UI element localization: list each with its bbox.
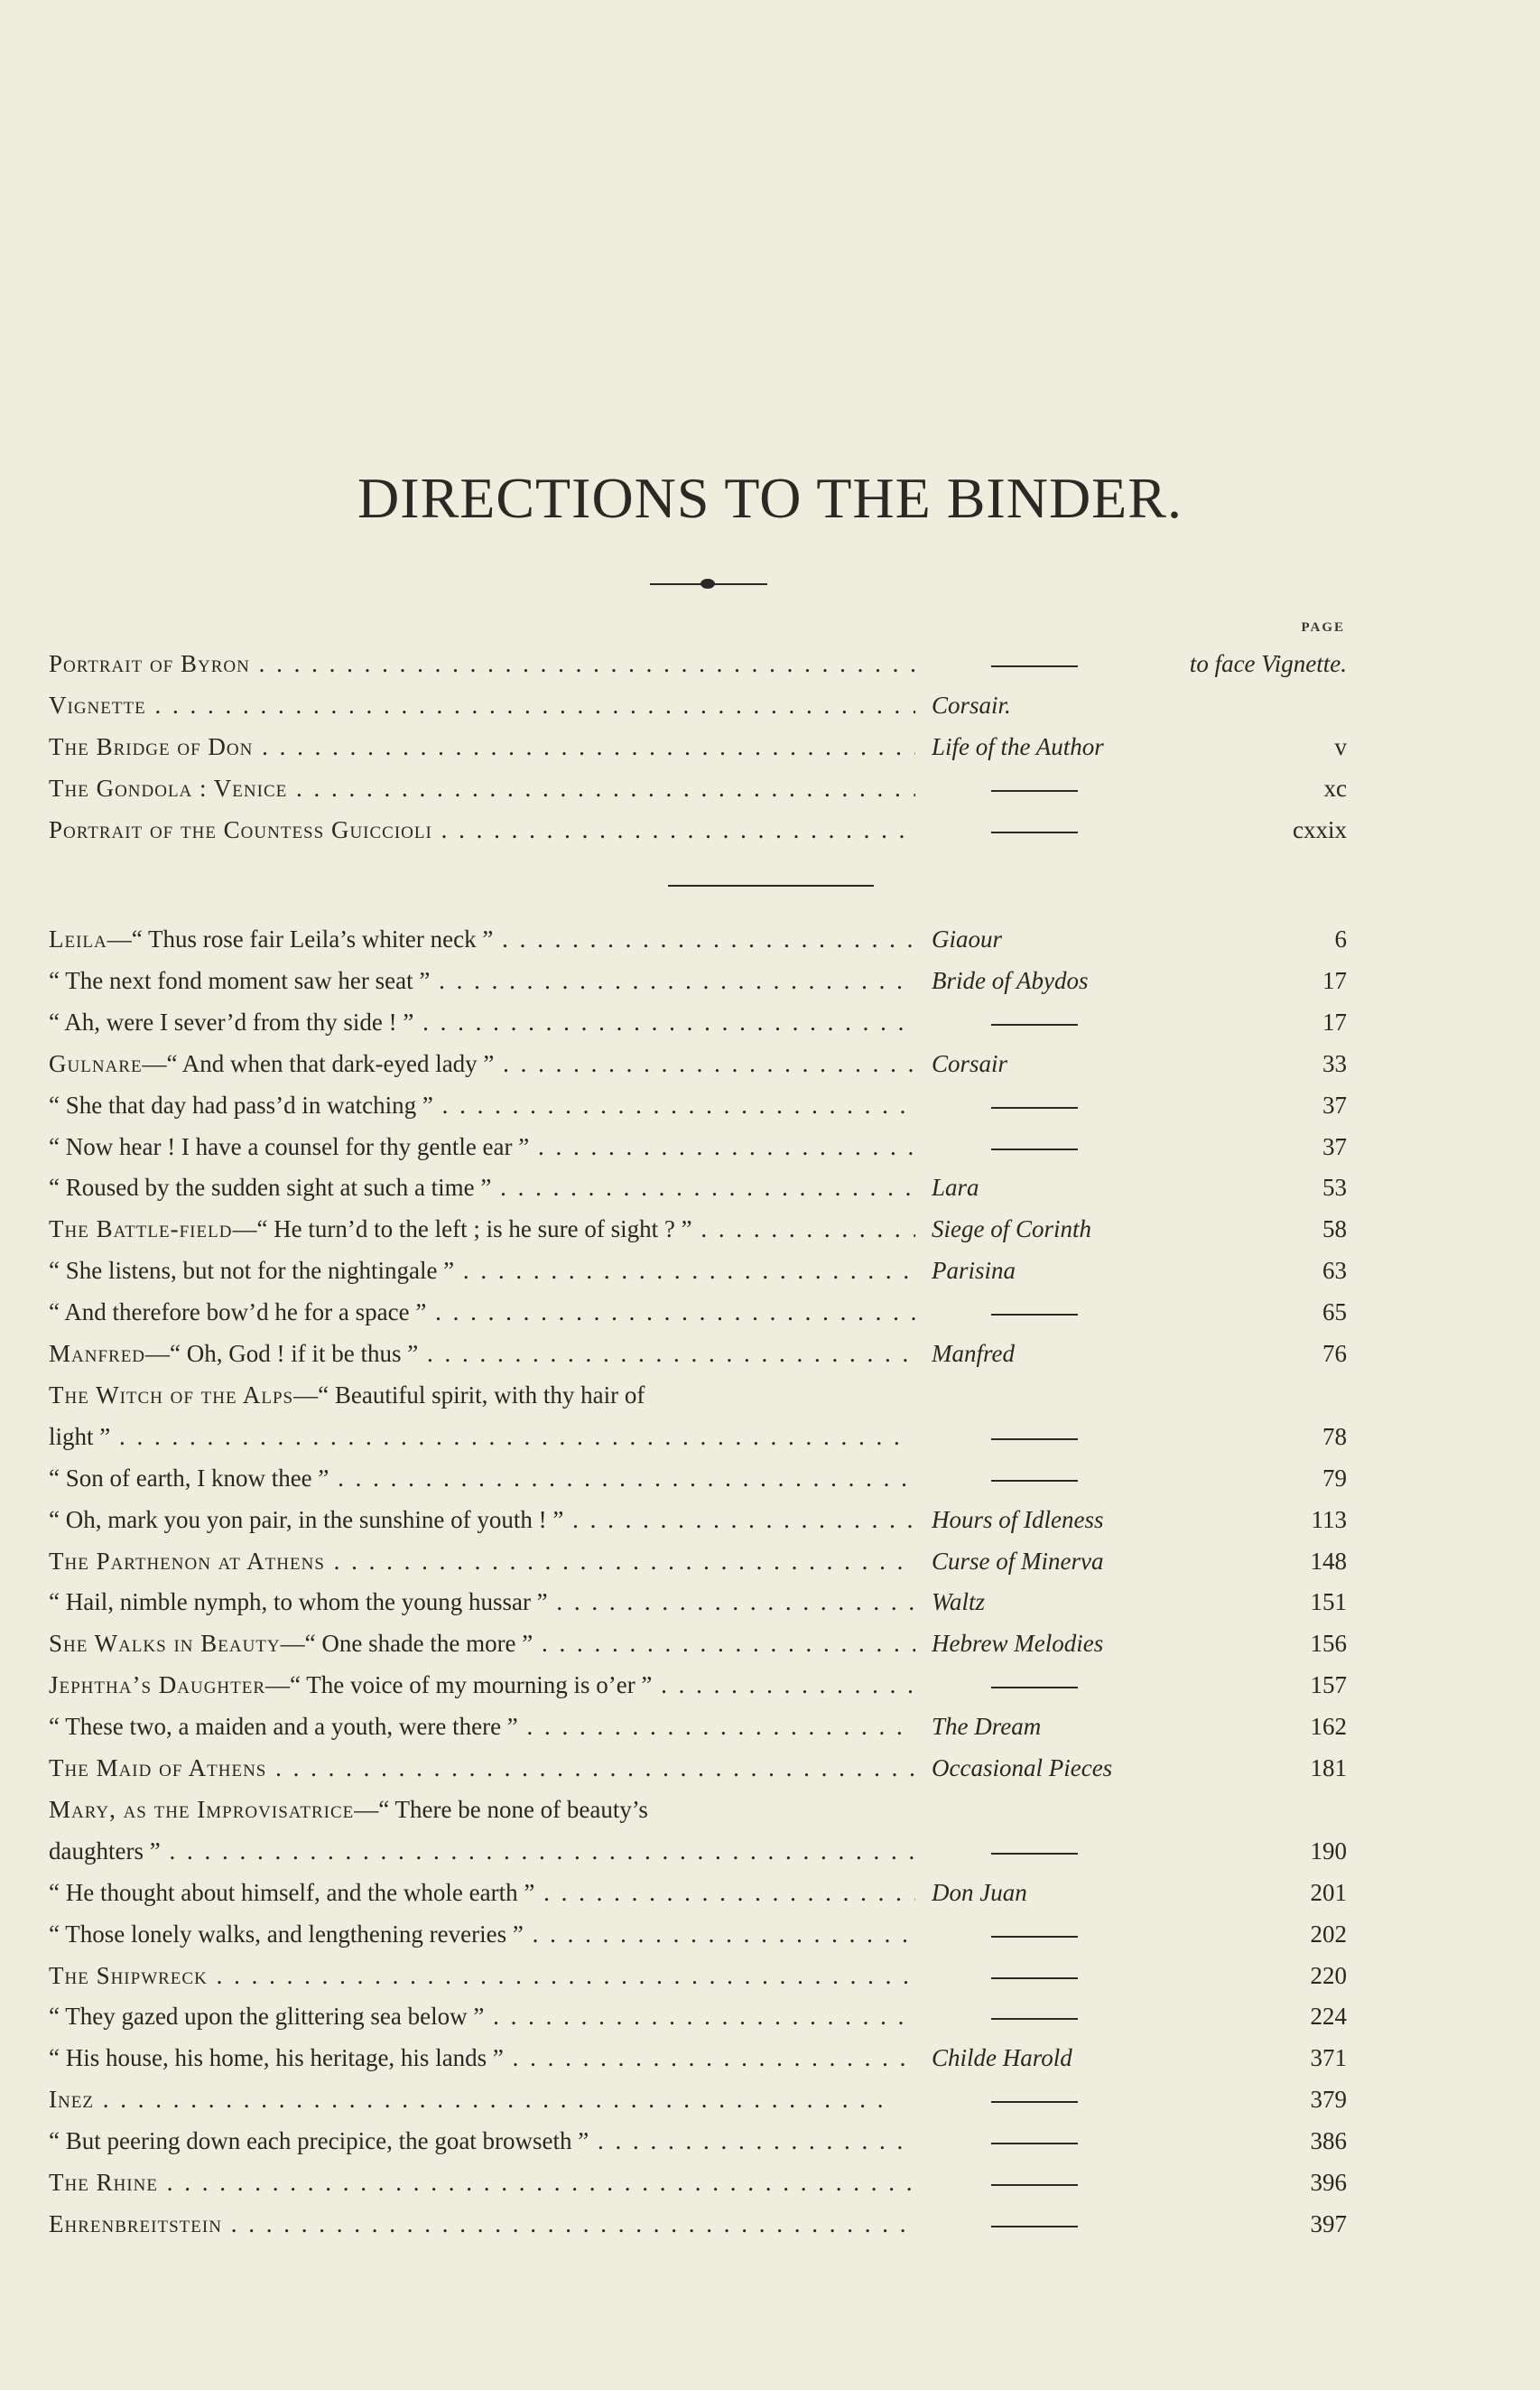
list-item [0,1879,1540,1920]
entry-caption: “ The next fond moment saw her seat ” [49,966,431,994]
page-number: xc [1323,775,1347,802]
entry-title [49,2169,915,2197]
page-number: 386 [1310,2127,1347,2155]
entry-caption: —“ Thus rose fair Leila’s whiter neck ” [107,925,494,953]
list-item [0,1962,1540,2004]
entry-title [49,650,915,678]
page-title: DIRECTIONS TO THE BINDER. [357,466,1183,530]
list-item [0,1423,1540,1465]
poem-name: The Dream [932,1713,1042,1741]
page-number: 162 [1310,1713,1347,1741]
list-item [0,650,1540,692]
page-number: 148 [1310,1547,1347,1575]
list-item [0,967,1540,1009]
page-number: 65 [1322,1298,1347,1326]
poem-name: Hebrew Melodies [932,1630,1104,1658]
list-item [0,775,1540,816]
ditto-dash [991,1107,1078,1109]
entry-name: Portrait of the Countess Guiccioli [49,816,432,843]
page-number: 6 [1334,925,1347,953]
entry-title [49,1298,915,1326]
list-item [0,1754,1540,1796]
list-item [0,1506,1540,1548]
entry-name: Manfred [49,1340,146,1367]
list-item [0,733,1540,775]
page-number: 53 [1322,1174,1347,1202]
ditto-dash [991,1480,1078,1482]
entry-caption: “ His house, his home, his heritage, his lands ” [49,2044,504,2072]
list-item [0,2127,1540,2169]
ditto-dash [991,790,1078,792]
ditto-dash [991,1853,1078,1855]
ditto-dash [991,1936,1078,1938]
entry-name: Inez [49,2086,94,2114]
entry-title [49,1381,915,1409]
entry-caption: daughters ” [49,1837,161,1865]
entry-caption: “ And therefore bow’d he for a space ” [49,1298,427,1326]
page-number: 396 [1310,2169,1347,2196]
entry-title [49,2086,915,2114]
entry-title [49,1671,915,1699]
page-number: 224 [1310,2003,1347,2031]
ditto-dash [991,2018,1078,2020]
entry-title [49,1962,915,1990]
page-number: 79 [1322,1464,1347,1492]
poem-name: Hours of Idleness [932,1505,1104,1533]
entry-title [49,1465,915,1493]
entry-caption: “ Ah, were I sever’d from thy side ! ” [49,1008,414,1036]
page-number: 151 [1310,1588,1347,1616]
page-number: 202 [1310,1920,1347,1948]
list-item [0,1381,1540,1423]
entry-title [49,1423,915,1451]
list-item [0,692,1540,733]
poem-name: Waltz [932,1588,986,1616]
page-number: 17 [1322,1008,1347,1036]
entry-title [49,1548,915,1576]
entry-title [49,2127,915,2155]
page-number: 201 [1310,1878,1347,1906]
list-item [0,816,1540,858]
entry-title [49,1340,915,1368]
list-item [0,1837,1540,1879]
page-number: 397 [1310,2209,1347,2237]
poem-name: Corsair. [932,692,1011,719]
entry-caption: “ She listens, but not for the nightingale ” [49,1257,455,1285]
poem-name: Lara [932,1174,979,1202]
poem-name: Childe Harold [932,2044,1072,2072]
page-number: v [1334,733,1347,760]
poem-name: Life of the Author [932,733,1104,760]
entry-caption: “ Now hear ! I have a counsel for thy gentle ear ” [49,1132,530,1160]
page-column-header: PAGE [1301,620,1345,635]
list-item [0,1465,1540,1506]
entry-caption: “ They gazed upon the glittering sea below ” [49,2003,485,2031]
entry-caption: —“ The voice of my mourning is o’er ” [265,1671,653,1699]
list-item [0,1548,1540,1589]
entry-name: The Rhine [49,2169,158,2196]
poem-name: Giaour [932,925,1003,953]
entry-name: Mary, as the Improvisatrice [49,1795,355,1823]
list-item [0,1713,1540,1754]
page-number: 63 [1322,1257,1347,1285]
entry-caption: “ Son of earth, I know thee ” [49,1464,329,1492]
entry-title [49,2003,915,2031]
ditto-dash [991,2101,1078,2103]
page-number: 220 [1310,1961,1347,1989]
entry-title [49,2044,915,2072]
entry-title [49,1009,915,1037]
ditto-dash [991,1977,1078,1979]
poem-name: Parisina [932,1257,1016,1285]
entry-name: She Walks in Beauty [49,1630,281,1658]
ornament-dot [700,579,715,589]
entry-caption: “ Those lonely walks, and lengthening reveries ” [49,1920,524,1948]
section-divider [668,885,874,887]
list-item [0,2086,1540,2127]
page-number: 78 [1322,1422,1347,1450]
list-item [0,1050,1540,1092]
poem-name: Don Juan [932,1878,1027,1906]
list-item [0,1796,1540,1837]
entry-title [49,967,915,995]
entry-name: Vignette [49,692,146,719]
entry-caption: —“ Beautiful spirit, with thy hair of [293,1381,645,1409]
page-number: to face Vignette. [1189,650,1347,677]
poem-name: Bride of Abydos [932,966,1089,994]
list-item [0,1630,1540,1671]
entry-title [49,1092,915,1120]
entry-name: Gulnare [49,1049,143,1077]
entry-title [49,816,915,844]
entry-title [49,2210,915,2238]
entry-caption: —“ There be none of beauty’s [354,1795,648,1823]
page-number: 17 [1322,966,1347,994]
entry-name: The Bridge of Don [49,733,254,760]
entry-caption: —“ He turn’d to the left ; is he sure of sight ? ” [232,1215,692,1243]
page-number: 371 [1310,2044,1347,2072]
entry-caption: “ Hail, nimble nymph, to whom the young hussar ” [49,1588,548,1616]
entry-title [49,1506,915,1534]
list-item [0,1257,1540,1298]
page-number: 33 [1322,1049,1347,1077]
list-item [0,1671,1540,1713]
list-item [0,1340,1540,1381]
entry-caption: —“ And when that dark-eyed lady ” [142,1049,495,1077]
entry-name: The Shipwreck [49,1961,208,1989]
page-number: 76 [1322,1340,1347,1367]
list-item [0,2169,1540,2210]
ditto-dash [991,2143,1078,2144]
entry-title [49,1837,915,1865]
entry-title [49,1879,915,1907]
entry-name: The Gondola : Venice [49,775,288,802]
title-ornament [650,578,767,591]
ditto-dash [991,832,1078,833]
entry-caption: light ” [49,1422,111,1450]
entry-title [49,1630,915,1658]
entry-title [49,1215,915,1243]
poem-name: Curse of Minerva [932,1547,1104,1575]
entry-name: The Battle-field [49,1215,233,1243]
list-item [0,2003,1540,2044]
entry-name: Leila [49,925,107,953]
ditto-dash [991,1024,1078,1026]
entry-name: Ehrenbreitstein [49,2209,222,2237]
ditto-dash [991,665,1078,667]
entry-name: The Parthenon at Athens [49,1547,325,1575]
list-item [0,2044,1540,2086]
list-item [0,1009,1540,1050]
entry-title [49,1796,915,1824]
poem-name: Corsair [932,1049,1008,1077]
entry-name: The Witch of the Alps [49,1381,294,1409]
entry-name: Jephtha’s Daughter [49,1671,266,1699]
entry-caption: “ Oh, mark you yon pair, in the sunshine of youth ! ” [49,1505,564,1533]
entry-caption: “ She that day had pass’d in watching ” [49,1091,433,1119]
list-item [0,1215,1540,1257]
ditto-dash [991,2184,1078,2186]
entry-caption: “ These two, a maiden and a youth, were there ” [49,1713,518,1741]
page-number: 113 [1311,1505,1347,1533]
entry-title [49,1050,915,1078]
ditto-dash [991,1687,1078,1688]
page-number: 190 [1310,1837,1347,1865]
entry-caption: “ But peering down each precipice, the goat browseth ” [49,2127,589,2155]
list-item [0,925,1540,967]
page-number: 379 [1310,2086,1347,2114]
entry-title [49,1920,915,1948]
page-number: 37 [1322,1132,1347,1160]
list-item [0,1298,1540,1340]
entry-caption: “ He thought about himself, and the whole earth ” [49,1878,535,1906]
entry-caption: —“ One shade the more ” [280,1630,533,1658]
entry-caption: “ Roused by the sudden sight at such a time ” [49,1174,492,1202]
entry-title [49,1257,915,1285]
entry-title [49,1588,915,1616]
page-number: 156 [1310,1630,1347,1658]
list-item [0,2210,1540,2252]
page-number: 58 [1322,1215,1347,1243]
entry-caption: —“ Oh, God ! if it be thus ” [145,1340,419,1367]
poem-name: Manfred [932,1340,1015,1367]
list-item [0,1174,1540,1215]
page-number: 157 [1310,1671,1347,1699]
ditto-dash [991,1314,1078,1316]
entry-title [49,1133,915,1161]
entry-name: The Maid of Athens [49,1754,267,1781]
ditto-dash [991,1438,1078,1440]
entry-title [49,925,915,953]
page-number: 37 [1322,1091,1347,1119]
list-item [0,1092,1540,1133]
entry-title [49,775,915,803]
poem-name: Siege of Corinth [932,1215,1091,1243]
entry-title [49,733,915,761]
poem-name: Occasional Pieces [932,1754,1113,1781]
list-item [0,1133,1540,1175]
ditto-dash [991,2226,1078,2227]
entry-title [49,1174,915,1202]
entry-title [49,692,915,720]
entry-title [49,1713,915,1741]
entry-name: Portrait of Byron [49,650,250,677]
list-item [0,1920,1540,1962]
ditto-dash [991,1149,1078,1150]
page-number: 181 [1310,1754,1347,1781]
list-item [0,1588,1540,1630]
page-number: cxxix [1293,816,1347,843]
entry-title [49,1754,915,1782]
